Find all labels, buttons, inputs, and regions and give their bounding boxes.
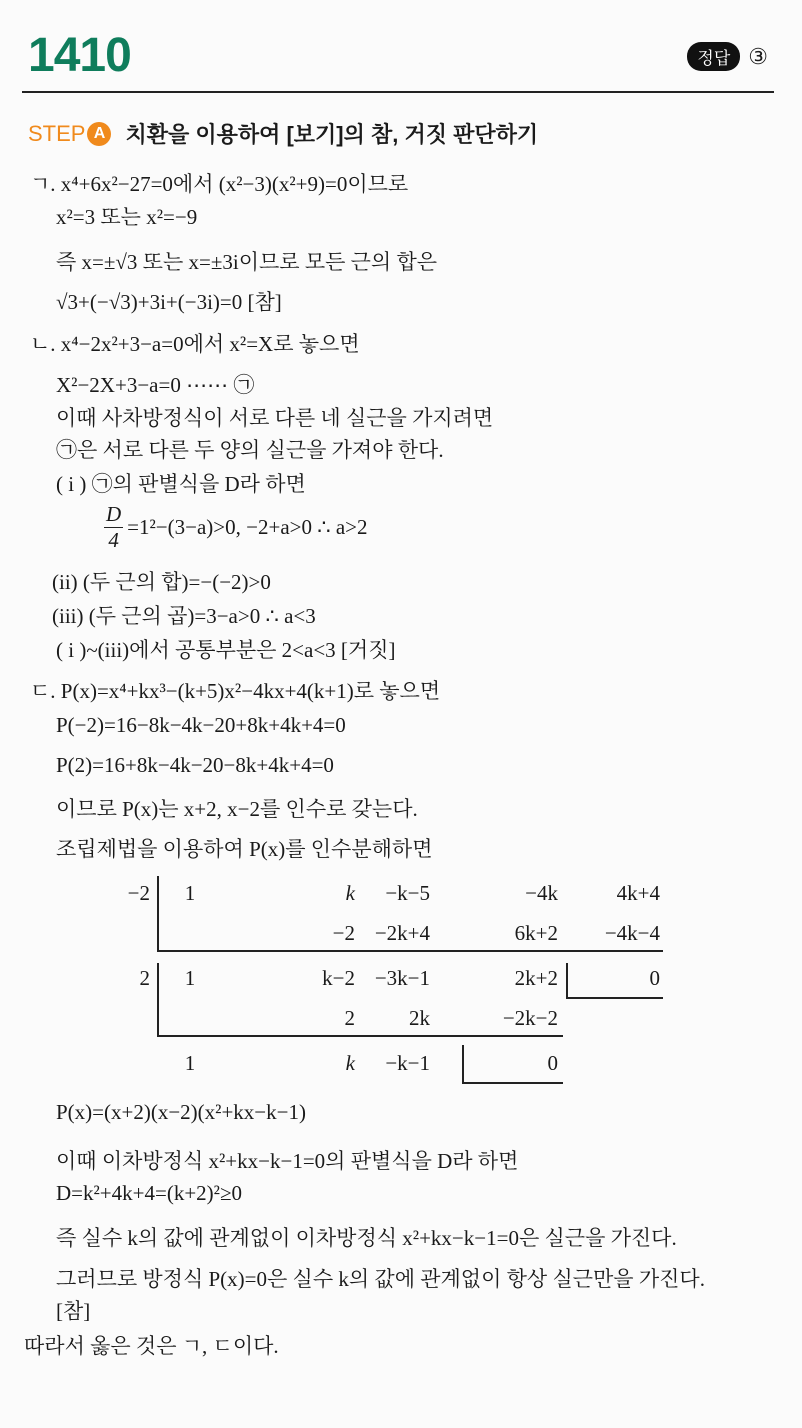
cell: k−2 — [322, 966, 355, 990]
rule — [157, 950, 663, 952]
solution-line: ㄴ. x⁴−2x²+3−a=0에서 x²=X로 놓으면 — [30, 332, 360, 356]
divisor: −2 — [127, 881, 150, 905]
solution-line: [참] — [56, 1299, 91, 1323]
conclusion: 따라서 옳은 것은 ㄱ, ㄷ이다. — [24, 1334, 279, 1358]
solution-line: ( i )~(iii)에서 공통부분은 2<a<3 [거짓] — [56, 638, 396, 662]
cell: 4k+4 — [616, 881, 660, 905]
solution-line: ( i ) ㉠의 판별식을 D라 하면 — [56, 472, 306, 496]
discriminant-fraction — [104, 502, 368, 553]
rule — [462, 1082, 563, 1084]
cell: 1 — [184, 881, 196, 905]
cell: 1 — [184, 966, 196, 990]
rule — [462, 1045, 464, 1083]
cell: −3k−1 — [374, 966, 430, 990]
step-title: 치환을 이용하여 [보기]의 참, 거짓 판단하기 — [125, 122, 539, 147]
divider — [22, 91, 774, 93]
solution-line: 조립제법을 이용하여 P(x)를 인수분해하면 — [56, 837, 433, 861]
solution-line: 그러므로 방정식 P(x)=0은 실수 k의 값에 관계없이 항상 실근만을 가진다. — [56, 1267, 705, 1291]
answer-badge: 정답 — [687, 42, 740, 71]
cell: 2k+2 — [514, 966, 558, 990]
step-heading — [28, 118, 538, 149]
solution-line: 이때 이차방정식 x²+kx−k−1=0의 판별식을 D라 하면 — [56, 1149, 519, 1173]
fraction-denominator: 4 — [108, 528, 119, 552]
solution-line: ㉠은 서로 다른 두 양의 실근을 가져야 한다. — [56, 438, 444, 462]
solution-line: ㄷ. P(x)=x⁴+kx³−(k+5)x²−4kx+4(k+1)로 놓으면 — [30, 679, 441, 703]
solution-line: (ii) (두 근의 합)=−(−2)>0 — [52, 570, 271, 594]
problem-number: 1410 — [28, 29, 131, 82]
rule — [157, 1035, 563, 1037]
solution-line: x²=3 또는 x²=−9 — [56, 205, 198, 229]
solution-line: D=k²+4k+4=(k+2)²≥0 — [56, 1181, 242, 1205]
step-label: STEP — [28, 120, 86, 146]
cell: −4k−4 — [604, 921, 660, 945]
step-letter: A — [87, 122, 111, 146]
cell: −2 — [332, 921, 355, 945]
solution-line: X²−2X+3−a=0 ⋯⋯ ㉠ — [56, 373, 255, 397]
cell: −k−5 — [385, 881, 430, 905]
solution-line: √3+(−√3)+3i+(−3i)=0 [참] — [56, 290, 282, 314]
rule — [566, 963, 568, 998]
cell: 1 — [184, 1051, 196, 1075]
remainder: 0 — [649, 966, 660, 990]
fraction-numerator: D — [106, 502, 122, 526]
rule — [566, 997, 663, 999]
answer — [687, 42, 768, 71]
cell: 2k — [409, 1006, 430, 1030]
solution-line: (iii) (두 근의 곱)=3−a>0 ∴ a<3 — [52, 604, 316, 628]
solution-line: P(x)=(x+2)(x−2)(x²+kx−k−1) — [56, 1100, 306, 1124]
cell: k — [345, 1051, 355, 1075]
solution-line: P(2)=16+8k−4k−20−8k+4k+4=0 — [56, 753, 334, 777]
remainder: 0 — [547, 1051, 558, 1075]
rule — [157, 963, 159, 1036]
cell: 2 — [344, 1006, 355, 1030]
fraction-rest: =1²−(3−a)>0, −2+a>0 ∴ a>2 — [127, 515, 368, 539]
solution-line: P(−2)=16−8k−4k−20+8k+4k+4=0 — [56, 713, 346, 737]
solution-line: 즉 실수 k의 값에 관계없이 이차방정식 x²+kx−k−1=0은 실근을 가진다. — [56, 1226, 677, 1250]
solution-line: ㄱ. x⁴+6x²−27=0에서 (x²−3)(x²+9)=0이므로 — [30, 172, 409, 196]
cell: −2k−2 — [502, 1006, 558, 1030]
cell: 6k+2 — [514, 921, 558, 945]
answer-value: ③ — [748, 43, 768, 69]
cell: k — [345, 881, 355, 905]
rule — [157, 876, 159, 951]
cell: −k−1 — [385, 1051, 430, 1075]
solution-line: 즉 x=±√3 또는 x=±3i이므로 모든 근의 합은 — [56, 250, 438, 274]
cell: −2k+4 — [374, 921, 430, 945]
solution-line: 이므로 P(x)는 x+2, x−2를 인수로 갖는다. — [56, 797, 418, 821]
cell: −4k — [525, 881, 558, 905]
solution-line: 이때 사차방정식이 서로 다른 네 실근을 가지려면 — [56, 406, 494, 430]
divisor: 2 — [139, 966, 150, 990]
